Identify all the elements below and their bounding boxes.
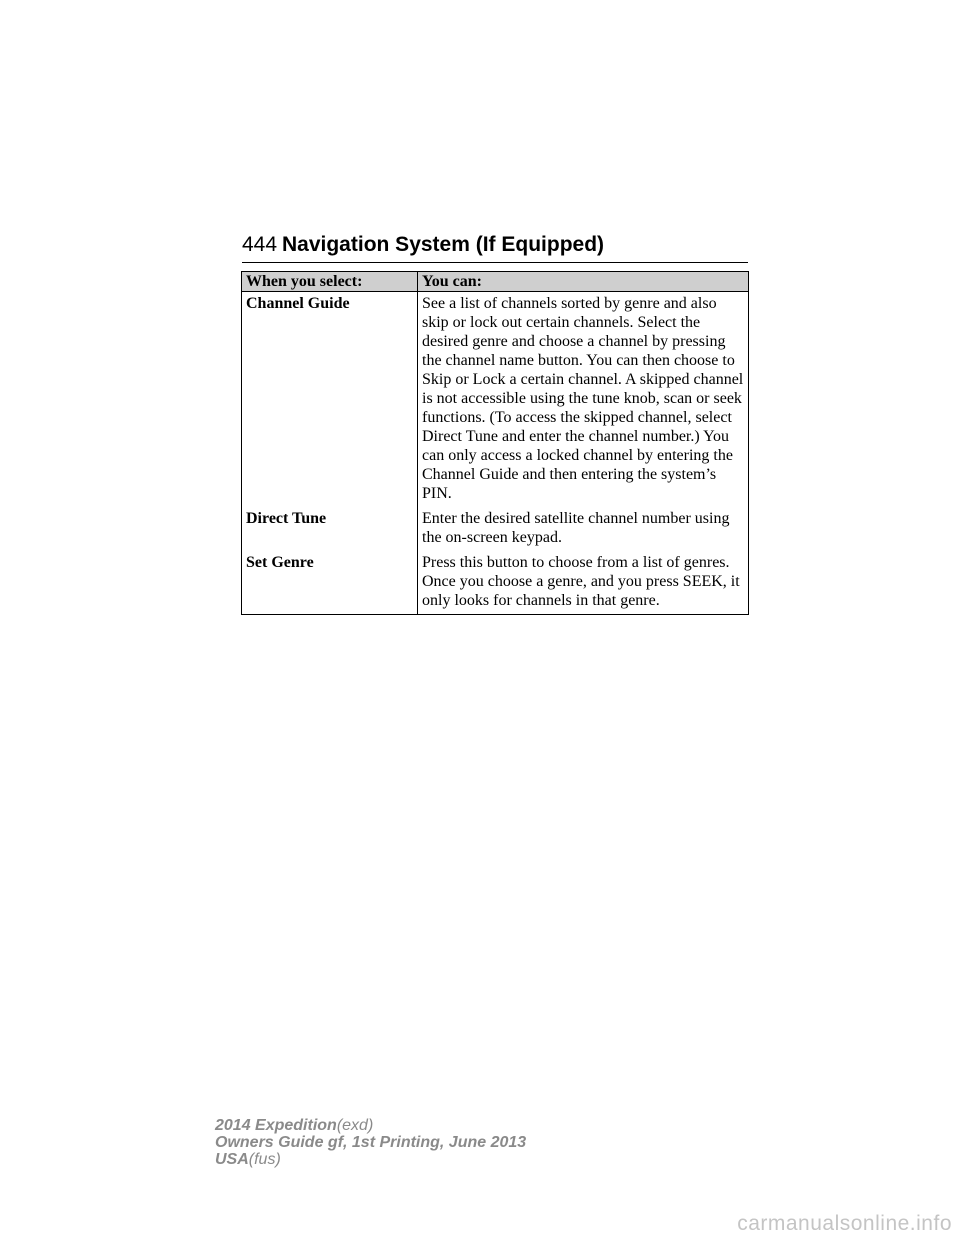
section-title: Navigation System (If Equipped) <box>282 233 605 256</box>
table-row <box>242 507 749 551</box>
row-term: Channel Guide <box>242 292 418 508</box>
footer-line-model <box>215 1117 526 1134</box>
row-term: Set Genre <box>242 551 418 615</box>
document-footer <box>215 1117 526 1168</box>
column-header-action: You can: <box>418 272 749 292</box>
footer-region: USA <box>215 1151 249 1168</box>
row-description: Press this button to choose from a list of genres. Once you choose a genre, and you press SEEK, it only looks for channels in that genre. <box>418 551 749 615</box>
row-description: See a list of channels sorted by genre and also skip or lock out certain channels. Select the desired genre and choose a channel by pressing the channel name button. You can then choose to Skip or Lock a certain channel. A skipped channel is not accessible using the tune knob, scan or seek functions. (To access the skipped channel, select Direct Tune and enter the channel number.) You can only access a locked channel by entering the Channel Guide and then entering the system’s PIN. <box>418 292 749 508</box>
selection-table <box>241 271 749 615</box>
page-number: 444 <box>242 233 278 256</box>
footer-model: 2014 Expedition <box>215 1117 337 1134</box>
table-row <box>242 551 749 615</box>
row-term: Direct Tune <box>242 507 418 551</box>
footer-model-code: (exd) <box>336 1117 374 1134</box>
watermark: carmanualsonline.info <box>737 1212 952 1235</box>
footer-region-code: (fus) <box>248 1151 281 1168</box>
footer-line-printing: Owners Guide gf, 1st Printing, June 2013 <box>215 1134 527 1151</box>
table-row <box>242 292 749 508</box>
table-header-row <box>242 272 749 292</box>
page-header <box>242 230 748 263</box>
footer-line-region <box>215 1151 526 1168</box>
column-header-select: When you select: <box>242 272 418 292</box>
row-description: Enter the desired satellite channel number using the on-screen keypad. <box>418 507 749 551</box>
